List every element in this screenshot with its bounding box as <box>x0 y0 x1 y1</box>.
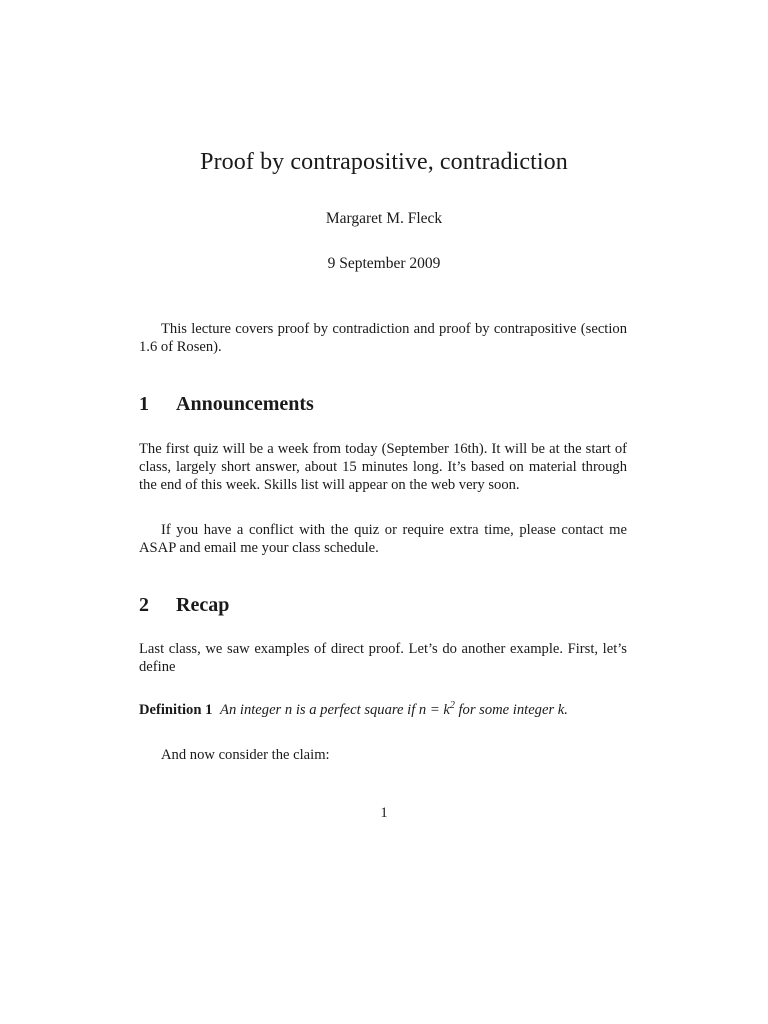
paper-title: Proof by contrapositive, contradiction <box>200 149 568 175</box>
paragraph-quiz-info: The first quiz will be a week from today (September 16th). It will be at the start of class, largely short answer, about 15 minutes long. It’s based on material through the end of this week. Skills list will appear on the web very soon. <box>139 441 627 494</box>
abstract-paragraph: This lecture covers proof by contradiction and proof by contrapositive (section 1.6 of Rosen). <box>139 321 627 356</box>
definition-text-start: An integer n is a perfect square if n = k <box>220 702 450 718</box>
section-number: 2 <box>139 594 149 616</box>
section-number: 1 <box>139 393 149 415</box>
definition-block <box>139 701 639 719</box>
author-name: Margaret M. Fleck <box>325 210 443 227</box>
paragraph-recap: Last class, we saw examples of direct proof. Let’s do another example. First, let’s define <box>139 641 627 676</box>
definition-text <box>220 702 568 718</box>
paragraph-conflict-info: If you have a conflict with the quiz or require extra time, please contact me ASAP and email me your class schedule. <box>139 522 627 557</box>
section-heading-recap <box>139 593 229 617</box>
section-heading-announcements <box>139 392 314 416</box>
definition-label: Definition 1 <box>139 702 213 718</box>
definition-text-end: for some integer k. <box>454 702 568 718</box>
definition-exponent: 2 <box>449 700 455 712</box>
paragraph-claim-intro: And now consider the claim: <box>161 747 330 763</box>
publication-date: 9 September 2009 <box>327 255 441 272</box>
section-title: Recap <box>176 594 230 616</box>
section-title: Announcements <box>176 393 314 415</box>
page-number: 1 <box>380 805 388 821</box>
